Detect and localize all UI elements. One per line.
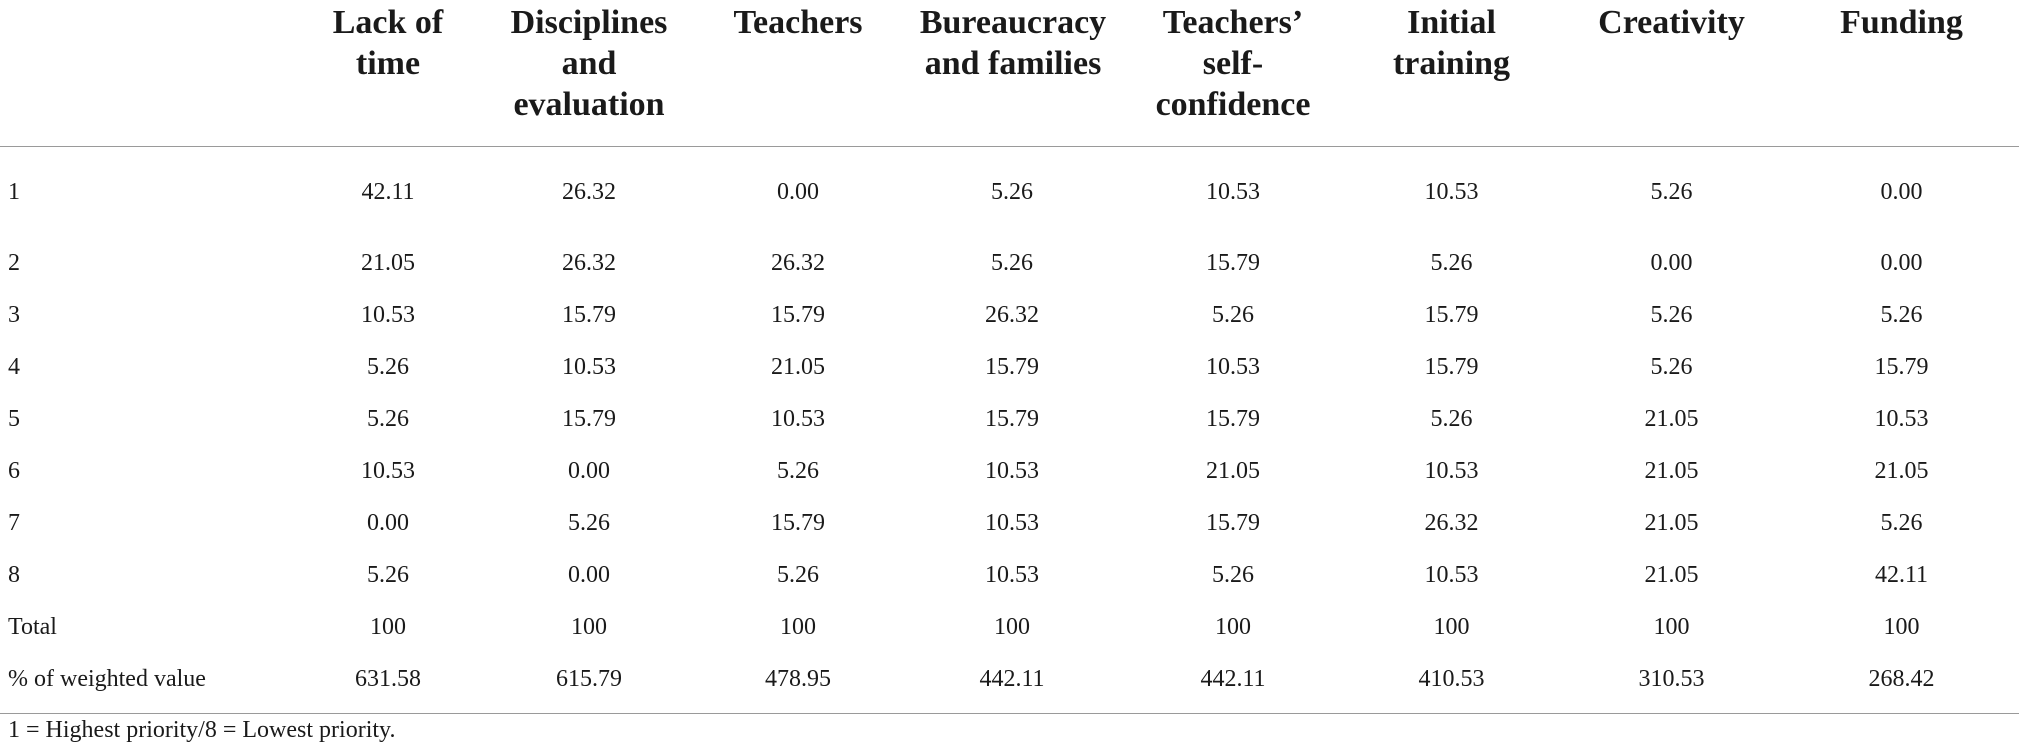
cell-value: 5.26 — [367, 562, 409, 588]
table-cell — [484, 341, 694, 393]
table-body — [0, 147, 2019, 714]
cell-value: 5.26 — [1880, 302, 1923, 328]
table-cell — [1344, 289, 1559, 341]
cell-value: 15.79 — [562, 302, 616, 328]
table-cell — [902, 497, 1122, 549]
cell-value: 21.05 — [1206, 458, 1260, 484]
cell-value: 5.26 — [568, 510, 610, 536]
cell-value: 410.53 — [1418, 666, 1485, 692]
table-row — [0, 147, 2019, 238]
header-row-label-cell — [0, 0, 292, 147]
table-cell — [1122, 237, 1344, 289]
table-cell — [1344, 445, 1559, 497]
cell-value: 0.00 — [367, 510, 409, 536]
cell-value: 10.53 — [1206, 354, 1260, 380]
cell-value: 21.05 — [771, 354, 825, 380]
table-cell — [292, 653, 484, 714]
table-cell — [292, 497, 484, 549]
table-cell — [1559, 445, 1784, 497]
table-cell — [902, 601, 1122, 653]
column-header — [1784, 0, 2019, 147]
cell-value: 10.53 — [1424, 458, 1479, 484]
table-cell — [292, 147, 484, 238]
cell-value: 10.53 — [985, 510, 1039, 536]
table-cell — [292, 601, 484, 653]
table-header — [0, 0, 2019, 147]
table-cell — [1784, 601, 2019, 653]
cell-value: 5.26 — [777, 458, 819, 484]
cell-value: 5.26 — [991, 250, 1033, 276]
cell-value: 100 — [1433, 614, 1470, 640]
table-cell — [1344, 341, 1559, 393]
row-label — [0, 147, 292, 238]
table-cell — [694, 445, 902, 497]
table-cell — [1784, 289, 2019, 341]
table-cell — [1344, 601, 1559, 653]
table-cell — [1784, 393, 2019, 445]
row-label — [0, 445, 292, 497]
row-label — [0, 341, 292, 393]
row-label-text: % of weighted value — [8, 666, 206, 692]
column-header-text: Funding — [1840, 4, 1963, 41]
row-label-text: 4 — [8, 354, 20, 380]
table-cell — [1344, 147, 1559, 238]
table-cell — [292, 237, 484, 289]
table-row — [0, 549, 2019, 601]
cell-value: 5.26 — [1650, 302, 1693, 328]
row-label — [0, 497, 292, 549]
cell-value: 0.00 — [1650, 250, 1693, 276]
table-cell — [694, 497, 902, 549]
table-cell — [1784, 445, 2019, 497]
row-label — [0, 549, 292, 601]
table-cell — [484, 497, 694, 549]
table-cell — [1559, 653, 1784, 714]
cell-value: 0.00 — [1880, 250, 1923, 276]
table-cell — [1122, 601, 1344, 653]
cell-value: 10.53 — [1424, 179, 1479, 205]
cell-value: 442.11 — [1200, 666, 1266, 692]
cell-value: 26.32 — [771, 250, 825, 276]
cell-value: 26.32 — [562, 179, 616, 205]
table-cell — [484, 237, 694, 289]
table-cell — [694, 237, 902, 289]
cell-value: 5.26 — [1650, 354, 1693, 380]
table-cell — [1344, 393, 1559, 445]
table-cell — [1122, 147, 1344, 238]
table-row — [0, 341, 2019, 393]
table-cell — [1122, 549, 1344, 601]
table-cell — [292, 341, 484, 393]
row-label-text: 5 — [8, 406, 20, 432]
table-cell — [484, 653, 694, 714]
table-cell — [902, 549, 1122, 601]
column-header — [484, 0, 694, 147]
table-cell — [1559, 237, 1784, 289]
table-cell — [902, 393, 1122, 445]
table-cell — [1122, 445, 1344, 497]
table-cell — [484, 289, 694, 341]
column-header-text: Creativity — [1598, 4, 1745, 41]
table-cell — [694, 601, 902, 653]
cell-value: 442.11 — [979, 666, 1045, 692]
cell-value: 5.26 — [1430, 406, 1473, 432]
cell-value: 5.26 — [777, 562, 819, 588]
row-label-text: 8 — [8, 562, 20, 588]
table-cell — [292, 393, 484, 445]
column-header — [902, 0, 1122, 147]
table-cell — [902, 341, 1122, 393]
table-cell — [1559, 497, 1784, 549]
table-cell — [1559, 341, 1784, 393]
column-header — [1122, 0, 1344, 147]
table-cell — [902, 289, 1122, 341]
table-cell — [1122, 289, 1344, 341]
table-row — [0, 445, 2019, 497]
cell-value: 15.79 — [1874, 354, 1929, 380]
table-cell — [1122, 653, 1344, 714]
cell-value: 100 — [1883, 614, 1920, 640]
cell-value: 15.79 — [1206, 250, 1260, 276]
cell-value: 100 — [571, 614, 607, 640]
cell-value: 10.53 — [985, 562, 1039, 588]
table-cell — [694, 549, 902, 601]
column-header-text: Teachers — [733, 4, 863, 41]
table-cell — [292, 289, 484, 341]
cell-value: 42.11 — [361, 179, 415, 205]
cell-value: 15.79 — [1206, 406, 1260, 432]
cell-value: 5.26 — [1650, 179, 1693, 205]
cell-value: 100 — [780, 614, 816, 640]
cell-value: 310.53 — [1638, 666, 1705, 692]
column-header — [1559, 0, 1784, 147]
table-cell — [292, 445, 484, 497]
cell-value: 0.00 — [568, 458, 610, 484]
row-label — [0, 289, 292, 341]
cell-value: 0.00 — [777, 179, 819, 205]
cell-value: 10.53 — [1424, 562, 1479, 588]
table-cell — [1122, 393, 1344, 445]
table-cell — [694, 393, 902, 445]
table-cell — [292, 549, 484, 601]
row-label-text: 2 — [8, 250, 20, 276]
cell-value: 21.05 — [1874, 458, 1929, 484]
cell-value: 268.42 — [1868, 666, 1935, 692]
table-row — [0, 601, 2019, 653]
cell-value: 21.05 — [1644, 510, 1699, 536]
cell-value: 5.26 — [367, 406, 409, 432]
table-cell — [1784, 147, 2019, 238]
table-row — [0, 497, 2019, 549]
table-cell — [1559, 601, 1784, 653]
cell-value: 478.95 — [765, 666, 831, 692]
table-cell — [1559, 393, 1784, 445]
column-header-text: Bureaucracy and families — [919, 4, 1107, 82]
column-header-text: Disciplines and evaluation — [510, 4, 668, 123]
row-label — [0, 393, 292, 445]
column-header — [1344, 0, 1559, 147]
cell-value: 26.32 — [985, 302, 1039, 328]
table-row — [0, 393, 2019, 445]
cell-value: 5.26 — [1212, 562, 1254, 588]
cell-value: 100 — [1215, 614, 1251, 640]
cell-value: 21.05 — [1644, 562, 1699, 588]
table-cell — [1784, 341, 2019, 393]
cell-value: 10.53 — [1206, 179, 1260, 205]
table-cell — [694, 289, 902, 341]
cell-value: 15.79 — [985, 354, 1039, 380]
cell-value: 10.53 — [985, 458, 1039, 484]
cell-value: 100 — [994, 614, 1030, 640]
table-cell — [1784, 653, 2019, 714]
table-row — [0, 237, 2019, 289]
table-cell — [902, 237, 1122, 289]
cell-value: 5.26 — [1430, 250, 1473, 276]
table-cell — [1784, 549, 2019, 601]
row-label-text: 1 — [8, 179, 20, 205]
column-header-text: Teachers’ self-confidence — [1155, 4, 1311, 123]
table-cell — [484, 445, 694, 497]
cell-value: 615.79 — [556, 666, 622, 692]
column-header — [292, 0, 484, 147]
table-cell — [484, 601, 694, 653]
column-header — [694, 0, 902, 147]
table-cell — [902, 147, 1122, 238]
table-cell — [1122, 497, 1344, 549]
cell-value: 10.53 — [1874, 406, 1929, 432]
row-label — [0, 237, 292, 289]
table-cell — [484, 393, 694, 445]
cell-value: 5.26 — [367, 354, 409, 380]
cell-value: 10.53 — [361, 458, 415, 484]
table-cell — [694, 147, 902, 238]
row-label-text: 3 — [8, 302, 20, 328]
cell-value: 100 — [1653, 614, 1690, 640]
table-cell — [1559, 147, 1784, 238]
cell-value: 5.26 — [991, 179, 1033, 205]
cell-value: 10.53 — [361, 302, 415, 328]
cell-value: 21.05 — [361, 250, 415, 276]
cell-value: 15.79 — [1424, 302, 1479, 328]
cell-value: 26.32 — [562, 250, 616, 276]
row-label-text: Total — [8, 614, 57, 640]
cell-value: 5.26 — [1880, 510, 1923, 536]
table-cell — [1344, 653, 1559, 714]
table-cell — [1784, 237, 2019, 289]
table-cell — [1784, 497, 2019, 549]
table-cell — [1559, 549, 1784, 601]
table-cell — [694, 341, 902, 393]
cell-value: 15.79 — [771, 510, 825, 536]
cell-value: 15.79 — [1424, 354, 1479, 380]
table-cell — [1559, 289, 1784, 341]
cell-value: 15.79 — [771, 302, 825, 328]
table-cell — [1344, 237, 1559, 289]
table-row — [0, 289, 2019, 341]
cell-value: 15.79 — [562, 406, 616, 432]
cell-value: 21.05 — [1644, 406, 1699, 432]
column-header-text: Initial training — [1392, 4, 1511, 82]
cell-value: 631.58 — [355, 666, 421, 692]
cell-value: 21.05 — [1644, 458, 1699, 484]
cell-value: 0.00 — [568, 562, 610, 588]
table-cell — [902, 445, 1122, 497]
row-label — [0, 653, 292, 714]
cell-value: 100 — [370, 614, 406, 640]
cell-value: 15.79 — [985, 406, 1039, 432]
table-cell — [902, 653, 1122, 714]
table-cell — [484, 147, 694, 238]
cell-value: 0.00 — [1880, 179, 1923, 205]
cell-value: 10.53 — [562, 354, 616, 380]
row-label — [0, 601, 292, 653]
cell-value: 10.53 — [771, 406, 825, 432]
cell-value: 15.79 — [1206, 510, 1260, 536]
cell-value: 26.32 — [1424, 510, 1479, 536]
header-row — [0, 0, 2019, 147]
cell-value: 5.26 — [1212, 302, 1254, 328]
table-cell — [1122, 341, 1344, 393]
table-cell — [484, 549, 694, 601]
table-cell — [1344, 549, 1559, 601]
row-label-text: 7 — [8, 510, 20, 536]
table-cell — [694, 653, 902, 714]
table-row — [0, 653, 2019, 714]
table-footnote: 1 = Highest priority/8 = Lowest priority. — [8, 717, 396, 743]
table-cell — [1344, 497, 1559, 549]
cell-value: 42.11 — [1874, 562, 1929, 588]
row-label-text: 6 — [8, 458, 20, 484]
column-header-text: Lack of time — [332, 4, 444, 82]
